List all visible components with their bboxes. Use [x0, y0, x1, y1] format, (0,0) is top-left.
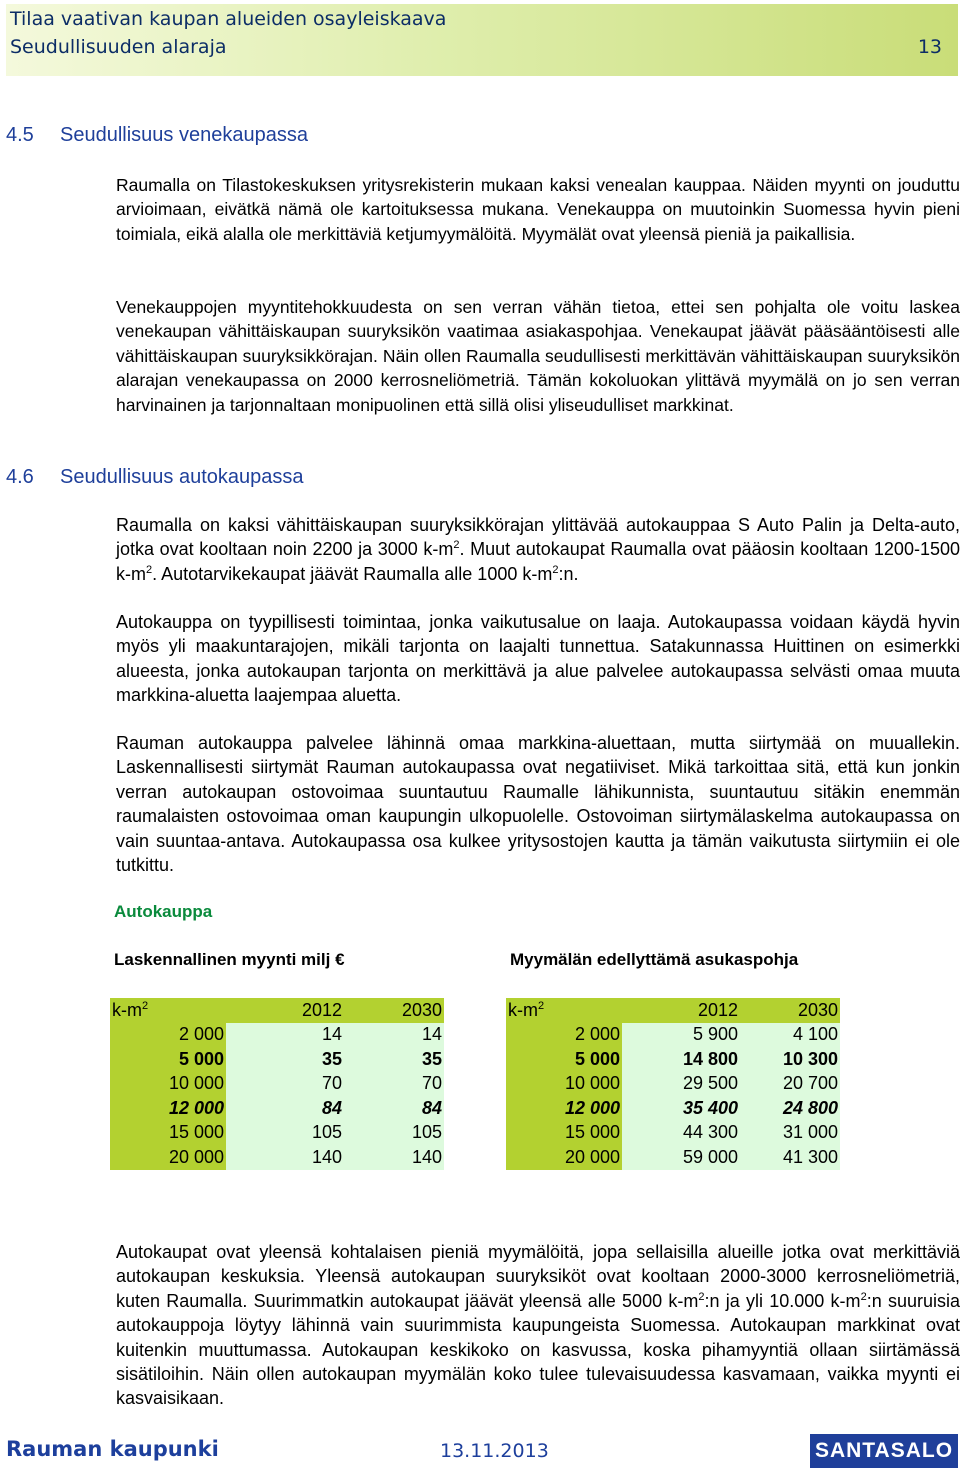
table-row	[506, 1121, 840, 1146]
paragraph-cars-2: Autokauppa on tyypillisesti toimintaa, jonka vaikutusalue on laaja. Autokaupassa voidaan käydä hyvin myös yli maakuntarajojen, mikäli tarjonta on laajalti tunnettua. Satakunnassa Huittinen on esimerkki alueesta, jonka autokaupan tarjonta on merkittävä ja alue palvelee autokaupassa selvästi omaa muuta markkina-aluetta laajempaa aluetta.	[116, 612, 960, 706]
document-subtitle: Seudullisuuden alaraja	[10, 36, 227, 58]
table-cell: 14	[226, 1023, 344, 1048]
table-row	[506, 1023, 840, 1048]
table-cell: 35	[226, 1047, 344, 1072]
table-cell: 70	[226, 1072, 344, 1097]
header-text: k-m	[508, 999, 538, 1020]
header-cell	[110, 998, 226, 1023]
superscript: 2	[860, 1290, 867, 1303]
table-cell: 12 000	[110, 1096, 226, 1121]
table-cell: 5 900	[622, 1023, 740, 1048]
table-cell: 44 300	[622, 1121, 740, 1146]
header-cell: 2030	[344, 998, 444, 1023]
section-number: 4.5	[6, 124, 34, 146]
table-row	[110, 1121, 444, 1146]
section-heading-4-6	[6, 466, 304, 489]
footer-city: Rauman kaupunki	[6, 1437, 219, 1461]
table-cell: 105	[226, 1121, 344, 1146]
table-cell: 59 000	[622, 1145, 740, 1170]
table-cell: 15 000	[506, 1121, 622, 1146]
subheading-autokauppa: Autokauppa	[114, 902, 213, 921]
table-row	[110, 1047, 444, 1072]
paragraph-cars-4	[116, 1240, 960, 1411]
superscript: 2	[453, 539, 460, 552]
table-cell: 105	[344, 1121, 444, 1146]
table-cell: 2 000	[506, 1023, 622, 1048]
table-row	[110, 1023, 444, 1048]
table-cell: 14	[344, 1023, 444, 1048]
table-cell: 31 000	[740, 1121, 840, 1146]
header-text: k-m	[112, 999, 142, 1020]
table-sales-title: Laskennallinen myynti milj €	[114, 950, 345, 969]
paragraph-cars-3: Rauman autokauppa palvelee lähinnä omaa markkina-aluettaan, mutta siirtymää on muuallekin. Laskennallisesti siirtymät Rauman autokaupassa ovat negatiiviset. Mikä tarkoittaa sitä, että kun jonkin verran autokaupan ostovoimaa suuntautuu Raumalle lähikunnista, suuntautuu sitäkin enemmän raumalaisten ostovoimaa oman kaupungin ulkopuolelle. Ostovoiman siirtymälaskelma autokaupassa on vain suuntaa-antava. Autokaupassa osa kulkee yritysostojen kautta ja tämän vaikutusta siirtymiin ei ole tutkittu.	[116, 733, 960, 876]
table-cell: 84	[344, 1096, 444, 1121]
table-sales	[110, 998, 444, 1170]
table-row	[110, 1145, 444, 1170]
table-cell: 140	[344, 1145, 444, 1170]
table-row	[506, 1072, 840, 1097]
section-number: 4.6	[6, 466, 34, 488]
table-cell: 20 000	[110, 1145, 226, 1170]
paragraph-cars-1	[116, 513, 960, 586]
page-number: 13	[917, 36, 942, 58]
table-population-title: Myymälän edellyttämä asukaspohja	[510, 950, 799, 969]
header-cell: 2012	[622, 998, 740, 1023]
section-title: Seudullisuus autokaupassa	[60, 466, 304, 488]
footer-date: 13.11.2013	[440, 1440, 549, 1462]
table-header-row	[506, 998, 840, 1023]
document-title: Tilaa vaativan kaupan alueiden osayleiskaava	[10, 8, 447, 30]
table-row	[110, 1072, 444, 1097]
table-row	[506, 1096, 840, 1121]
table-cell: 4 100	[740, 1023, 840, 1048]
table-cell: 140	[226, 1145, 344, 1170]
table-cell: 29 500	[622, 1072, 740, 1097]
table-cell: 2 000	[110, 1023, 226, 1048]
santasalo-logo	[810, 1434, 958, 1468]
table-cell: 12 000	[506, 1096, 622, 1121]
table-row	[110, 1096, 444, 1121]
text-span: Raumalla on kaksi vähittäiskaupan suuryksikkörajan ylittävää autokauppaa S Auto Palin ja Delta-auto, jotka ovat kooltaan noin 2200 ja 3000 k-m	[116, 515, 960, 560]
superscript: 2	[538, 999, 545, 1012]
header-cell	[506, 998, 622, 1023]
table-cell: 35 400	[622, 1096, 740, 1121]
text-span: . Muut autokaupat Raumalla ovat pääosin kooltaan 1200-1500 k-m	[116, 539, 960, 584]
table-cell: 70	[344, 1072, 444, 1097]
logo-text: SANTASALO	[814, 1439, 954, 1462]
text-span: :n ja yli 10.000 k-m	[704, 1290, 861, 1311]
table-cell: 14 800	[622, 1047, 740, 1072]
text-span: . Autotarvikekaupat jäävät Raumalla alle 1000 k-m	[152, 563, 553, 584]
header-cell: 2012	[226, 998, 344, 1023]
header-cell: 2030	[740, 998, 840, 1023]
text-span: Autokaupat ovat yleensä kohtalaisen pieniä myymälöitä, jopa sellaisilla alueille jotka ovat merkittäviä autokaupan keskuksia. Yleensä autokaupan suuryksiköt ovat kooltaan 2000-3000 kerrosneliömetriä, kuten Raumalla. Suurimmatkin autokaupat jäävät yleensä alle 5000 k-m	[116, 1242, 960, 1311]
table-header-row	[110, 998, 444, 1023]
table-cell: 35	[344, 1047, 444, 1072]
paragraph-boats-1: Raumalla on Tilastokeskuksen yritysrekisterin mukaan kaksi venealan kauppaa. Näiden myynti on jouduttu arvioimaan, eivätkä nämä ole kartoituksessa mukana. Venekauppa on muutoinkin Suomessa hyvin pieni toimiala, eikä alalla ole merkittäviä ketjumyymälöitä. Myymälät ovat yleensä pieniä ja paikallisia.	[116, 175, 960, 244]
superscript: 2	[552, 563, 559, 576]
table-cell: 24 800	[740, 1096, 840, 1121]
table-row	[506, 1145, 840, 1170]
section-heading-4-5	[6, 124, 308, 147]
table-cell: 10 000	[110, 1072, 226, 1097]
table-cell: 20 700	[740, 1072, 840, 1097]
superscript: 2	[142, 999, 149, 1012]
page-header	[6, 4, 958, 76]
table-cell: 41 300	[740, 1145, 840, 1170]
table-cell: 5 000	[506, 1047, 622, 1072]
superscript: 2	[698, 1290, 705, 1303]
table-cell: 15 000	[110, 1121, 226, 1146]
section-title: Seudullisuus venekaupassa	[60, 124, 308, 146]
superscript: 2	[146, 563, 153, 576]
table-cell: 5 000	[110, 1047, 226, 1072]
text-span: :n.	[558, 563, 579, 584]
table-cell: 20 000	[506, 1145, 622, 1170]
paragraph-boats-2: Venekauppojen myyntitehokkuudesta on sen verran vähän tietoa, ettei sen pohjalta ole voitu laskea venekaupan vähittäiskaupan suuryksikön vaatimaa asiakaspohjaa. Venekaupat jäävät pääsääntöisesti alle vähittäiskaupan suuryksikkörajan. Näin ollen Raumalla seudullisesti merkittävän vähittäiskaupan suuryksikön alarajan venekaupassa on 2000 kerrosneliömetriä. Tämän kokoluokan ylittävä myymälä on jo sen verran harvinainen ja tarjonnaltaan monipuolinen että sillä olisi yliseudulliset markkinat.	[116, 297, 960, 415]
text-span: :n suuruisia autokauppoja löytyy lähinnä vain suurimmista kaupungeista Suomessa. Autokaupan markkinat ovat kuitenkin muuttumassa. Autokaupan keskikoko on kasvussa, koska pihamyyntiä ollaan siirtämässä sisätiloihin. Näin ollen autokaupan myymälän koko tulee tulevaisuudessa kasvamaan, vaikka myynti ei kasvaisikaan.	[116, 1290, 960, 1409]
table-cell: 84	[226, 1096, 344, 1121]
table-cell: 10 000	[506, 1072, 622, 1097]
table-population	[506, 998, 840, 1170]
table-row	[506, 1047, 840, 1072]
table-cell: 10 300	[740, 1047, 840, 1072]
